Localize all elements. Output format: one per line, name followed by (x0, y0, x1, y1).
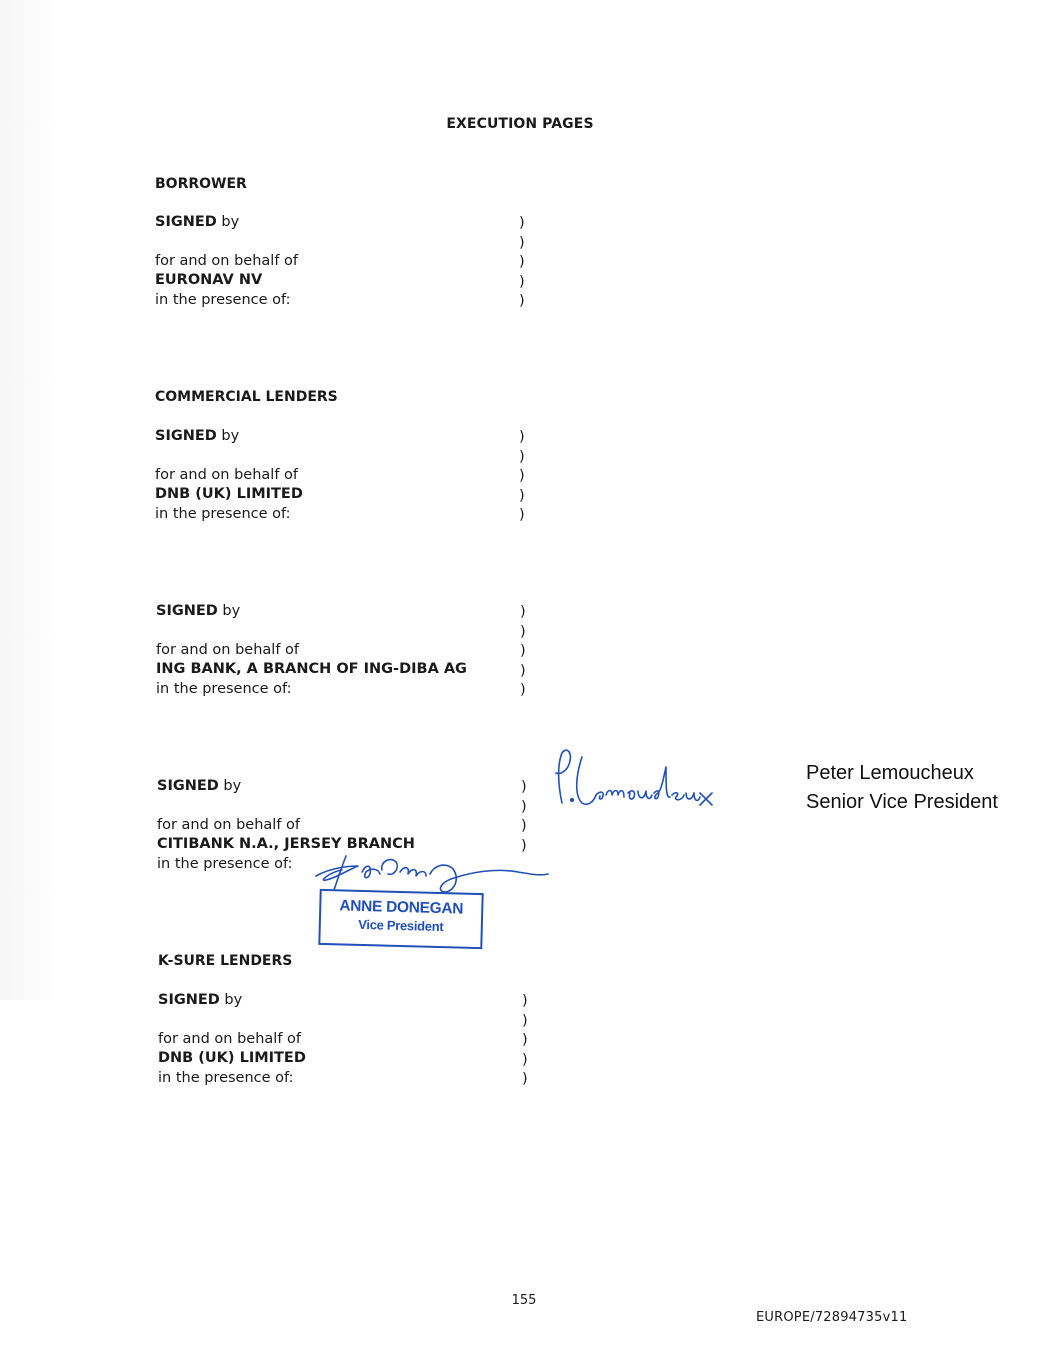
page-number: 155 (511, 1293, 537, 1308)
presence-label: in the presence of: (157, 856, 293, 872)
on-behalf-label: for and on behalf of (155, 253, 299, 269)
stamp-title: Vice President (358, 916, 444, 935)
entity-name: ING BANK, A BRANCH OF ING-DIBA AG (156, 661, 467, 677)
by-label: by (216, 214, 240, 230)
on-behalf-label: for and on behalf of (157, 817, 301, 833)
signed-label: SIGNED (155, 214, 217, 230)
on-behalf-label: for and on behalf of (156, 642, 300, 658)
signed-label: SIGNED (158, 992, 220, 1008)
signatory-name: Peter Lemoucheux (806, 762, 974, 784)
bracket-column: ) ) ) ) (521, 779, 527, 854)
section-heading-borrower: BORROWER (155, 176, 247, 192)
entity-name: DNB (UK) LIMITED (158, 1050, 306, 1066)
presence-label: in the presence of: (155, 292, 291, 308)
bracket-column: ) ) ) ) ) (522, 993, 528, 1087)
on-behalf-label: for and on behalf of (158, 1031, 302, 1047)
bracket-column: ) ) ) ) ) (519, 429, 525, 523)
signed-label: SIGNED (156, 603, 218, 619)
page-title: EXECUTION PAGES (446, 116, 594, 132)
entity-name: CITIBANK N.A., JERSEY BRANCH (157, 836, 415, 852)
scan-edge-shadow (0, 0, 60, 1000)
bracket-column: ) ) ) ) ) (519, 215, 525, 309)
entity-name: DNB (UK) LIMITED (155, 486, 303, 502)
presence-label: in the presence of: (156, 681, 292, 697)
bracket-column: ) ) ) ) ) (520, 604, 526, 698)
presence-label: in the presence of: (155, 506, 291, 522)
signed-label: SIGNED (157, 778, 219, 794)
lemoucheux-signature (548, 745, 718, 820)
presence-label: in the presence of: (158, 1070, 294, 1086)
signed-by-line (156, 603, 240, 619)
signed-by-line (157, 778, 241, 794)
section-heading-k-sure-lenders: K-SURE LENDERS (158, 953, 293, 969)
by-label: by (218, 778, 242, 794)
signed-by-line (158, 992, 242, 1008)
signed-by-line (155, 428, 239, 444)
stamp-name: ANNE DONEGAN (339, 897, 464, 918)
signed-by-line (155, 214, 239, 230)
by-label: by (219, 992, 243, 1008)
on-behalf-label: for and on behalf of (155, 467, 299, 483)
by-label: by (217, 603, 241, 619)
witness-stamp (318, 889, 483, 949)
entity-name: EURONAV NV (155, 272, 263, 288)
section-heading-commercial-lenders: COMMERCIAL LENDERS (155, 389, 338, 405)
document-reference: EUROPE/72894735v11 (756, 1310, 908, 1325)
signed-label: SIGNED (155, 428, 217, 444)
by-label: by (216, 428, 240, 444)
signatory-title: Senior Vice President (806, 791, 998, 813)
